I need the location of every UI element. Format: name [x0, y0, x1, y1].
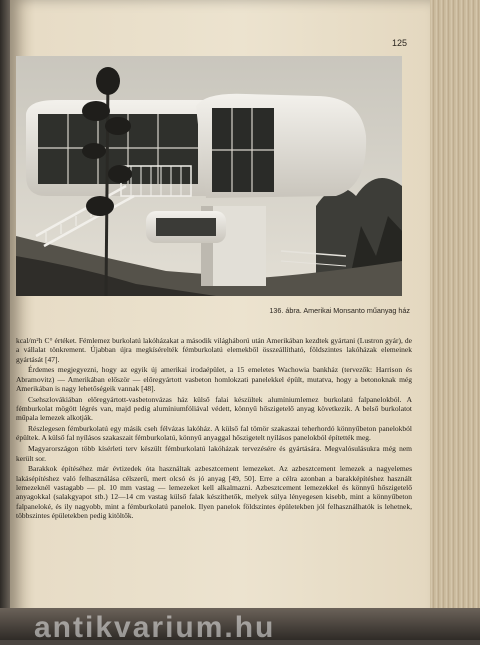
figure-photo	[16, 56, 402, 296]
watermark: antikvarium.hu	[34, 611, 276, 644]
figure-caption: 136. ábra. Amerikai Monsanto műanyag ház	[269, 306, 410, 315]
paragraph: Barakkok építéséhez már évtizedek óta használtak azbesztcement lemezeket. Az azbesztcement lemezek a nagyelemes lakásépítéshez való felhasználása célszerű, mert olcsó és jó anyag [49, 50]. Erre a célra azonban a barakképítéshez használt lemezeknél vastagabb — pl. 10 mm vastag — lemezeket kell alkalmazni. Azbesztcement lemezekkel és könnyű hőszigetelő anyagokkal (salakgyapot stb.) 12—14 cm vastag külső falak készíthetők, melyek súlya lényegesen kisebb, mint a könnyűbeton falpaneloké, és ily nagyobb, mint a fémburkolatú panelok. Ilyen panelok földszintes épületekben jól felhasználhatók is lehetnek, többszintes épületekben pedig kitöltők.	[16, 464, 412, 520]
paragraph: kcal/m²h C° értéket. Fémlemez burkolatú lakóházakat a második világháború után Amerikában kezdtek gyártani (Lustron gyár), de a vállalat tönkrement. Újabban újra megkísérelték fémburkolatú elemekből összeállítható, földszintes lakóházak elemeinek gyártását [47].	[16, 336, 412, 364]
paragraph: Csehszlovákiában előregyártott-vasbetonvázas ház külső falai készültek alumíniumlemez burkolatú falpanelokból. A fémburkolat mögött légrés van, majd pedig alumíniumfóliával védett, könnyű hőszigetelő anyag következik. A belső burkolatot műpala lemezek alkotják.	[16, 394, 412, 423]
page-number: 125	[392, 38, 408, 48]
paragraph: Részlegesen fémburkolatú egy másik cseh félvázas lakóház. A külső fal tömör szakaszai teherhordó könnyűbeton panelokból épültek. A külső fal nyílásos szakaszait fémburkolatú, könnyű anyaggal hőszigetelt nyílásos panelokból építették meg.	[16, 424, 412, 443]
page-edges	[430, 0, 480, 640]
paragraph: Magyarországon több kísérleti terv készült fémburkolatú lakóházak tervezésére és gyártására. Megvalósulásukra még nem került sor.	[16, 444, 412, 463]
paragraph: Érdemes megjegyezni, hogy az egyik új amerikai irodaépület, a 15 emeletes Wachowia bankház (tervezők: Harrison és Abramovitz) — Amerikában először — előregyártott vasbeton homlokzati panelekkel épült, mutatva, hogy a betonoknak még Amerikában is nagy lehetőségeik vannak [48].	[16, 365, 412, 393]
body-text	[16, 336, 412, 522]
